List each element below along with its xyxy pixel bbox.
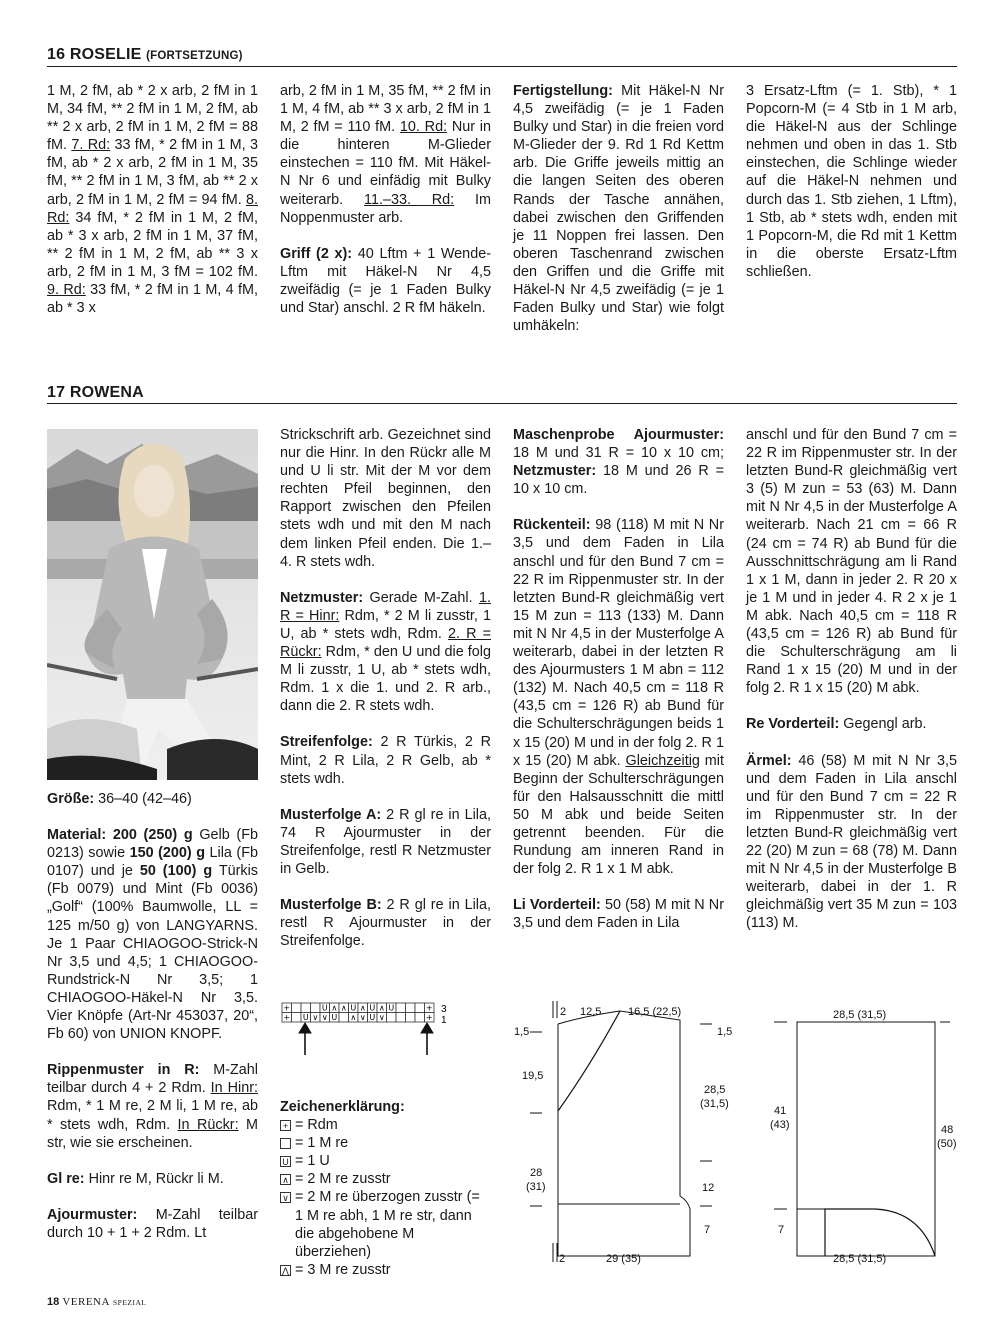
legend-symbol-icon: ∨: [280, 1192, 291, 1203]
front-label-2-bottom: 2: [559, 1253, 566, 1265]
chart-symbol: ∨: [378, 1013, 385, 1023]
sleeve-label-7: 7: [778, 1224, 785, 1236]
rowena-column-2: Strickschrift arb. Gezeichnet sind nur die Hinr. In den Rückr alle M und U li str. Mit der M vor dem rechten Pfeil beginnen, den Rapport zwischen den Pfeilen stets wdh und mit den M nach dem linken Pfeil enden. Die 1.–4. R stets wdh. Netzmuster: Gerade M-Zahl. 1. R = Hinr: Rdm, * 2 M li zusstr, 1 U, ab * stets wdh, Rdm. 2. R = Rückr: Rdm, * den U und die folg M li zusstr, 1 U, ab * stets wdh, Rdm. 1 x die 1. und 2. R arb., dann die 2. R stets wdh. Streifenfolge: 2 R Türkis, 2 R Mint, 2 R Lila, 2 R Gelb, ab * stets wdh. Musterfolge A: 2 R gl re in Lila, 74 R Ajourmuster in der Streifenfolge, restl R Netzmuster in Gelb. Musterfolge B: 2 R gl re in Lila, restl R Ajourmuster in der Streifenfolge.: [280, 427, 492, 950]
chart-symbol: U: [388, 1003, 395, 1013]
chart-symbol: +: [425, 1003, 433, 1013]
chart-row-label-1: 1: [441, 1015, 447, 1026]
legend-item: [280, 1170, 491, 1188]
front-label-1-5-left: 1,5: [514, 1026, 530, 1038]
rowena-column-1: Größe: 36–40 (42–46) Material: 200 (250) g Gelb (Fb 0213) sowie 150 (200) g Lila (Fb 0107) und je 50 (100) g Türkis (Fb 0079) und Mint (Fb 0036) „Golf“ (100% Baumwolle, LL = 125 m/50 g) von LANGYARNS. Je 1 Paar CHIAOGOO-Strick-N Nr 3,5 und 4,5; 1 CHIAOGOO-Rundstrick-N Nr 3,5; 1 CHIAOGOO-Häkel-N Nr 3,5. Vier Knöpfe (Art-Nr 453037, 20“, Fb 60) von UNION KNOPF. Rippenmuster in R: M-Zahl teilbar durch 4 + 2 Rdm. In Hinr: Rdm, * 1 M re, 2 M li, 1 M re, ab * stets wdh, Rdm. In Rückr: M str, wie sie erscheinen. Gl re: Hinr re M, Rückr li M. Ajourmuster: M-Zahl teilbar durch 10 + 1 + 2 Rdm. Lt: [47, 791, 259, 1241]
front-label-28: 28: [530, 1167, 543, 1179]
chart-symbol: ∧: [359, 1003, 366, 1013]
roselie-column-2: arb, 2 fM in 1 M, 35 fM, ** 2 fM in 1 M, 4 fM, ab ** 3 x arb, 2 fM in 1 M, 2 fM = 110 fM. 10. Rd: Nur in die hinteren M-Glieder einstechen = 110 fM. Mit Häkel-N Nr 6 und einfädig mit Bulky weiterarb. 11.–33. Rd: Im Noppenmuster arb. Griff (2 x): 40 Lftm + 1 Wende-Lftm mit Häkel-N Nr 4,5 zweifädig (= je 1 Faden Bulky und Star) anschl. 2 R fM häkeln.: [280, 83, 491, 317]
section-header-roselie: [47, 46, 957, 67]
chart-symbol: +: [283, 1003, 291, 1013]
legend-text: = 2 M re überzogen zusstr (= 1 M re abh, 1 M re str, dann die abgehobene M überziehen): [295, 1189, 480, 1260]
sleeve-schematic: [760, 996, 960, 1276]
chart-symbol: +: [283, 1013, 291, 1023]
legend-symbol-icon: ⋀: [281, 1265, 290, 1276]
chart-symbol: ∨: [359, 1013, 366, 1023]
legend-symbol-icon: U: [280, 1156, 291, 1167]
legend-title: Zeichenerklärung:: [280, 1099, 405, 1115]
roselie-column-4: 3 Ersatz-Lftm (= 1. Stb), * 1 Popcorn-M (= 4 Stb in 1 M arb, die Häkel-N aus der Schlinge nehmen und oben in das 1. Stb einstechen, die Schlinge wieder auf die Häkel-N nehmen und durch das 1. Stb ziehen, 1 Lftm), 1 Stb, ab * stets wdh, enden mit 1 Popcorn-M, die Rd mit 1 Kettm in die oberste Ersatz-Lftm schließen.: [746, 83, 957, 280]
chart-row-label-3: 3: [441, 1004, 447, 1015]
chart-cell: [396, 1003, 406, 1013]
section-title: 17 ROWENA: [47, 384, 144, 401]
magazine-subtitle: SPEZIAL: [112, 1298, 147, 1307]
legend-text: = 1 M re: [295, 1135, 349, 1152]
page-number: 18: [47, 1296, 60, 1308]
roselie-column-3: Fertigstellung: Mit Häkel-N Nr 4,5 zweifädig (= je 1 Faden Bulky und Star) in die freien vord M-Glieder der 9. Rd 1 Rd Kettm arb. Die Griffe jeweils mittig an die langen Seiten des oberen Rands der Tasche annähen, dabei zwischen den Griffenden je 11 Noppen frei lassen. Den oberen Taschenrand zwischen den Griffen und die Griffe mit Häkel-N Nr 4,5 zweifädig (= je 1 Faden Bulky und Star) wie folgt umhäkeln:: [513, 83, 724, 335]
knitting-chart: [280, 1000, 450, 1065]
section-title: 16 ROSELIE: [47, 46, 142, 63]
chart-cell: [301, 1003, 311, 1013]
chart-symbol: ∧: [331, 1003, 338, 1013]
sleeve-label-50: (50): [937, 1138, 957, 1150]
legend-symbol-icon: [280, 1138, 291, 1149]
legend-item: [280, 1188, 491, 1260]
chart-cell: [292, 1003, 302, 1013]
chart-symbol: U: [369, 1003, 376, 1013]
chart-cell: [415, 1013, 425, 1023]
chart-legend: [280, 1098, 491, 1279]
chart-grid: [282, 1003, 434, 1022]
legend-item: [280, 1134, 491, 1152]
front-label-1-5-right: 1,5: [717, 1026, 733, 1038]
chart-cell: [292, 1013, 302, 1023]
chart-symbol: U: [369, 1013, 376, 1023]
chart-symbol: ∨: [312, 1013, 319, 1023]
sleeve-label-48: 48: [941, 1124, 954, 1136]
front-label-7: 7: [704, 1224, 711, 1236]
roselie-column-1: 1 M, 2 fM, ab * 2 x arb, 2 fM in 1 M, 34 fM, ** 2 fM in 1 M, 2 fM, ab ** 2 x arb, 2 fM in 1 M, 2 fM = 88 fM. 7. Rd: 33 fM, * 2 fM in 1 M, 3 fM, ab * 2 x arb, 2 fM in 1 M, 35 fM, ** 2 fM in 1 M, 3 fM, ab ** 2 x arb, 2 fM in 1 M, 2 fM = 94 fM. 8. Rd: 34 fM, * 2 fM in 1 M, 2 fM, ab * 3 x arb, 2 fM in 1 M, 37 fM, ** 2 fM in 1 M, 2 fM, ab ** 3 x arb, 2 fM in 1 M, 3 fM = 102 fM. 9. Rd: 33 fM, * 2 fM in 1 M, 4 fM, ab * 3 x: [47, 83, 258, 317]
front-label-19-5: 19,5: [522, 1070, 544, 1082]
legend-item: [280, 1152, 491, 1170]
front-label-2-top: 2: [560, 1006, 567, 1018]
section-header-rowena: [47, 384, 957, 404]
left-arrow-icon: [299, 1023, 311, 1055]
front-label-29: 29 (35): [606, 1253, 641, 1265]
chart-symbol: U: [302, 1013, 309, 1023]
chart-cell: [406, 1013, 416, 1023]
chart-symbol: ∧: [350, 1013, 357, 1023]
legend-item: [280, 1116, 491, 1134]
sleeve-label-top-width: 28,5 (31,5): [833, 1009, 887, 1021]
rowena-column-4: anschl und für den Bund 7 cm = 22 R im Rippenmuster str. In der letzten Bund-R gleichmäßig vert 3 (5) M zun = 53 (63) M. Dann mit N Nr 4,5 in der Musterfolge A weiterarb. Nach 21 cm = 66 R (24 cm = 74 R) ab Bund für die Ausschnittschrägung am li Rand 1 x 1 M, dann in jeder 2. R 20 x je 1 M und in jeder 4. R 2 x je 1 M abk. Nach 40,5 cm = 118 R (43,5 cm = 126 R) ab Bund für die Schulterschrägung am li Rand 1 x 15 (20) M und in der folg 2. R 1 x 15 (20) M abk. Re Vorderteil: Gegengl arb. Ärmel: 46 (58) M mit N Nr 3,5 und dem Faden in Lila anschl und für den Bund 7 cm = 22 R im Rippenmuster str. In der letzten Bund-R gleichmäßig vert 22 (20) M zun = 68 (78) M. Dann mit N Nr 4,5 in der Musterfolge B weiterarb, dabei in der 1. R gleichmäßig vert 35 M zun = 103 (113) M.: [746, 427, 957, 932]
chart-cell: [415, 1003, 425, 1013]
chart-cell: [339, 1013, 349, 1023]
sleeve-label-41: 41: [774, 1105, 787, 1117]
legend-text: = 3 M re zusstr: [295, 1261, 391, 1278]
chart-cell: [311, 1003, 321, 1013]
chart-symbol: U: [321, 1003, 328, 1013]
front-label-31-5: (31,5): [700, 1098, 729, 1110]
legend-symbol-icon: +: [280, 1120, 291, 1131]
legend-item: [280, 1261, 491, 1279]
front-piece-schematic: [510, 996, 745, 1276]
chart-cell: [406, 1003, 416, 1013]
legend-text: = 2 M re zusstr: [295, 1171, 391, 1188]
section-continuation: (FORTSETZUNG): [146, 50, 243, 62]
rowena-column-3: Maschenprobe Ajourmuster: 18 M und 31 R = 10 x 10 cm; Netzmuster: 18 M und 26 R = 10 x 10 cm. Rückenteil: 98 (118) M mit N Nr 3,5 und dem Faden in Lila anschl und für den Bund 7 cm = 22 R im Rippenmuster str. In der letzten Bund-R gleichmäßig vert 15 M zun = 113 (133) M. Dann mit N Nr 4,5 in der Musterfolge A weiterarb, dabei in der letzten R des Ajourmusters 1 M abn = 112 (132) M. Nach 40,5 cm = 118 R (43,5 cm = 126 R) ab Bund für die Schulterschrägungen beids 1 x 15 (20) M und in der folg 2. R 1 x 15 (20) M abk. Gleichzeitig mit Beginn der Schulterschrägungen für den Halsausschnitt die mittl 50 M abk und beide Seiten getrennt beenden. Für die Rundung am inneren Rand in der folg 2. R 1 x 1 M abk. Li Vorderteil: 50 (58) M mit N Nr 3,5 und dem Faden in Lila: [513, 427, 724, 932]
chart-cell: [387, 1013, 397, 1023]
sleeve-label-bottom-width: 28,5 (31,5): [833, 1253, 887, 1265]
chart-symbol: ∨: [321, 1013, 328, 1023]
legend-text: = 1 U: [295, 1153, 330, 1170]
model-photo: [47, 429, 258, 780]
front-label-16-5: 16,5 (22,5): [628, 1006, 682, 1018]
right-arrow-icon: [421, 1023, 433, 1055]
front-label-31: (31): [526, 1181, 546, 1193]
front-label-12-5: 12,5: [580, 1006, 602, 1018]
front-label-28-5: 28,5: [704, 1084, 726, 1096]
magazine-title: VERENA: [62, 1296, 110, 1308]
legend-symbol-icon: ∧: [280, 1174, 291, 1185]
sleeve-label-43: (43): [770, 1119, 790, 1131]
chart-symbol: U: [350, 1003, 357, 1013]
front-label-12: 12: [702, 1182, 715, 1194]
chart-symbol: U: [331, 1013, 338, 1023]
chart-cell: [396, 1013, 406, 1023]
legend-text: = Rdm: [295, 1117, 338, 1134]
chart-symbol: +: [425, 1013, 433, 1023]
chart-symbol: ∧: [340, 1003, 347, 1013]
chart-symbol: ∧: [378, 1003, 385, 1013]
page-footer: [47, 1296, 146, 1308]
